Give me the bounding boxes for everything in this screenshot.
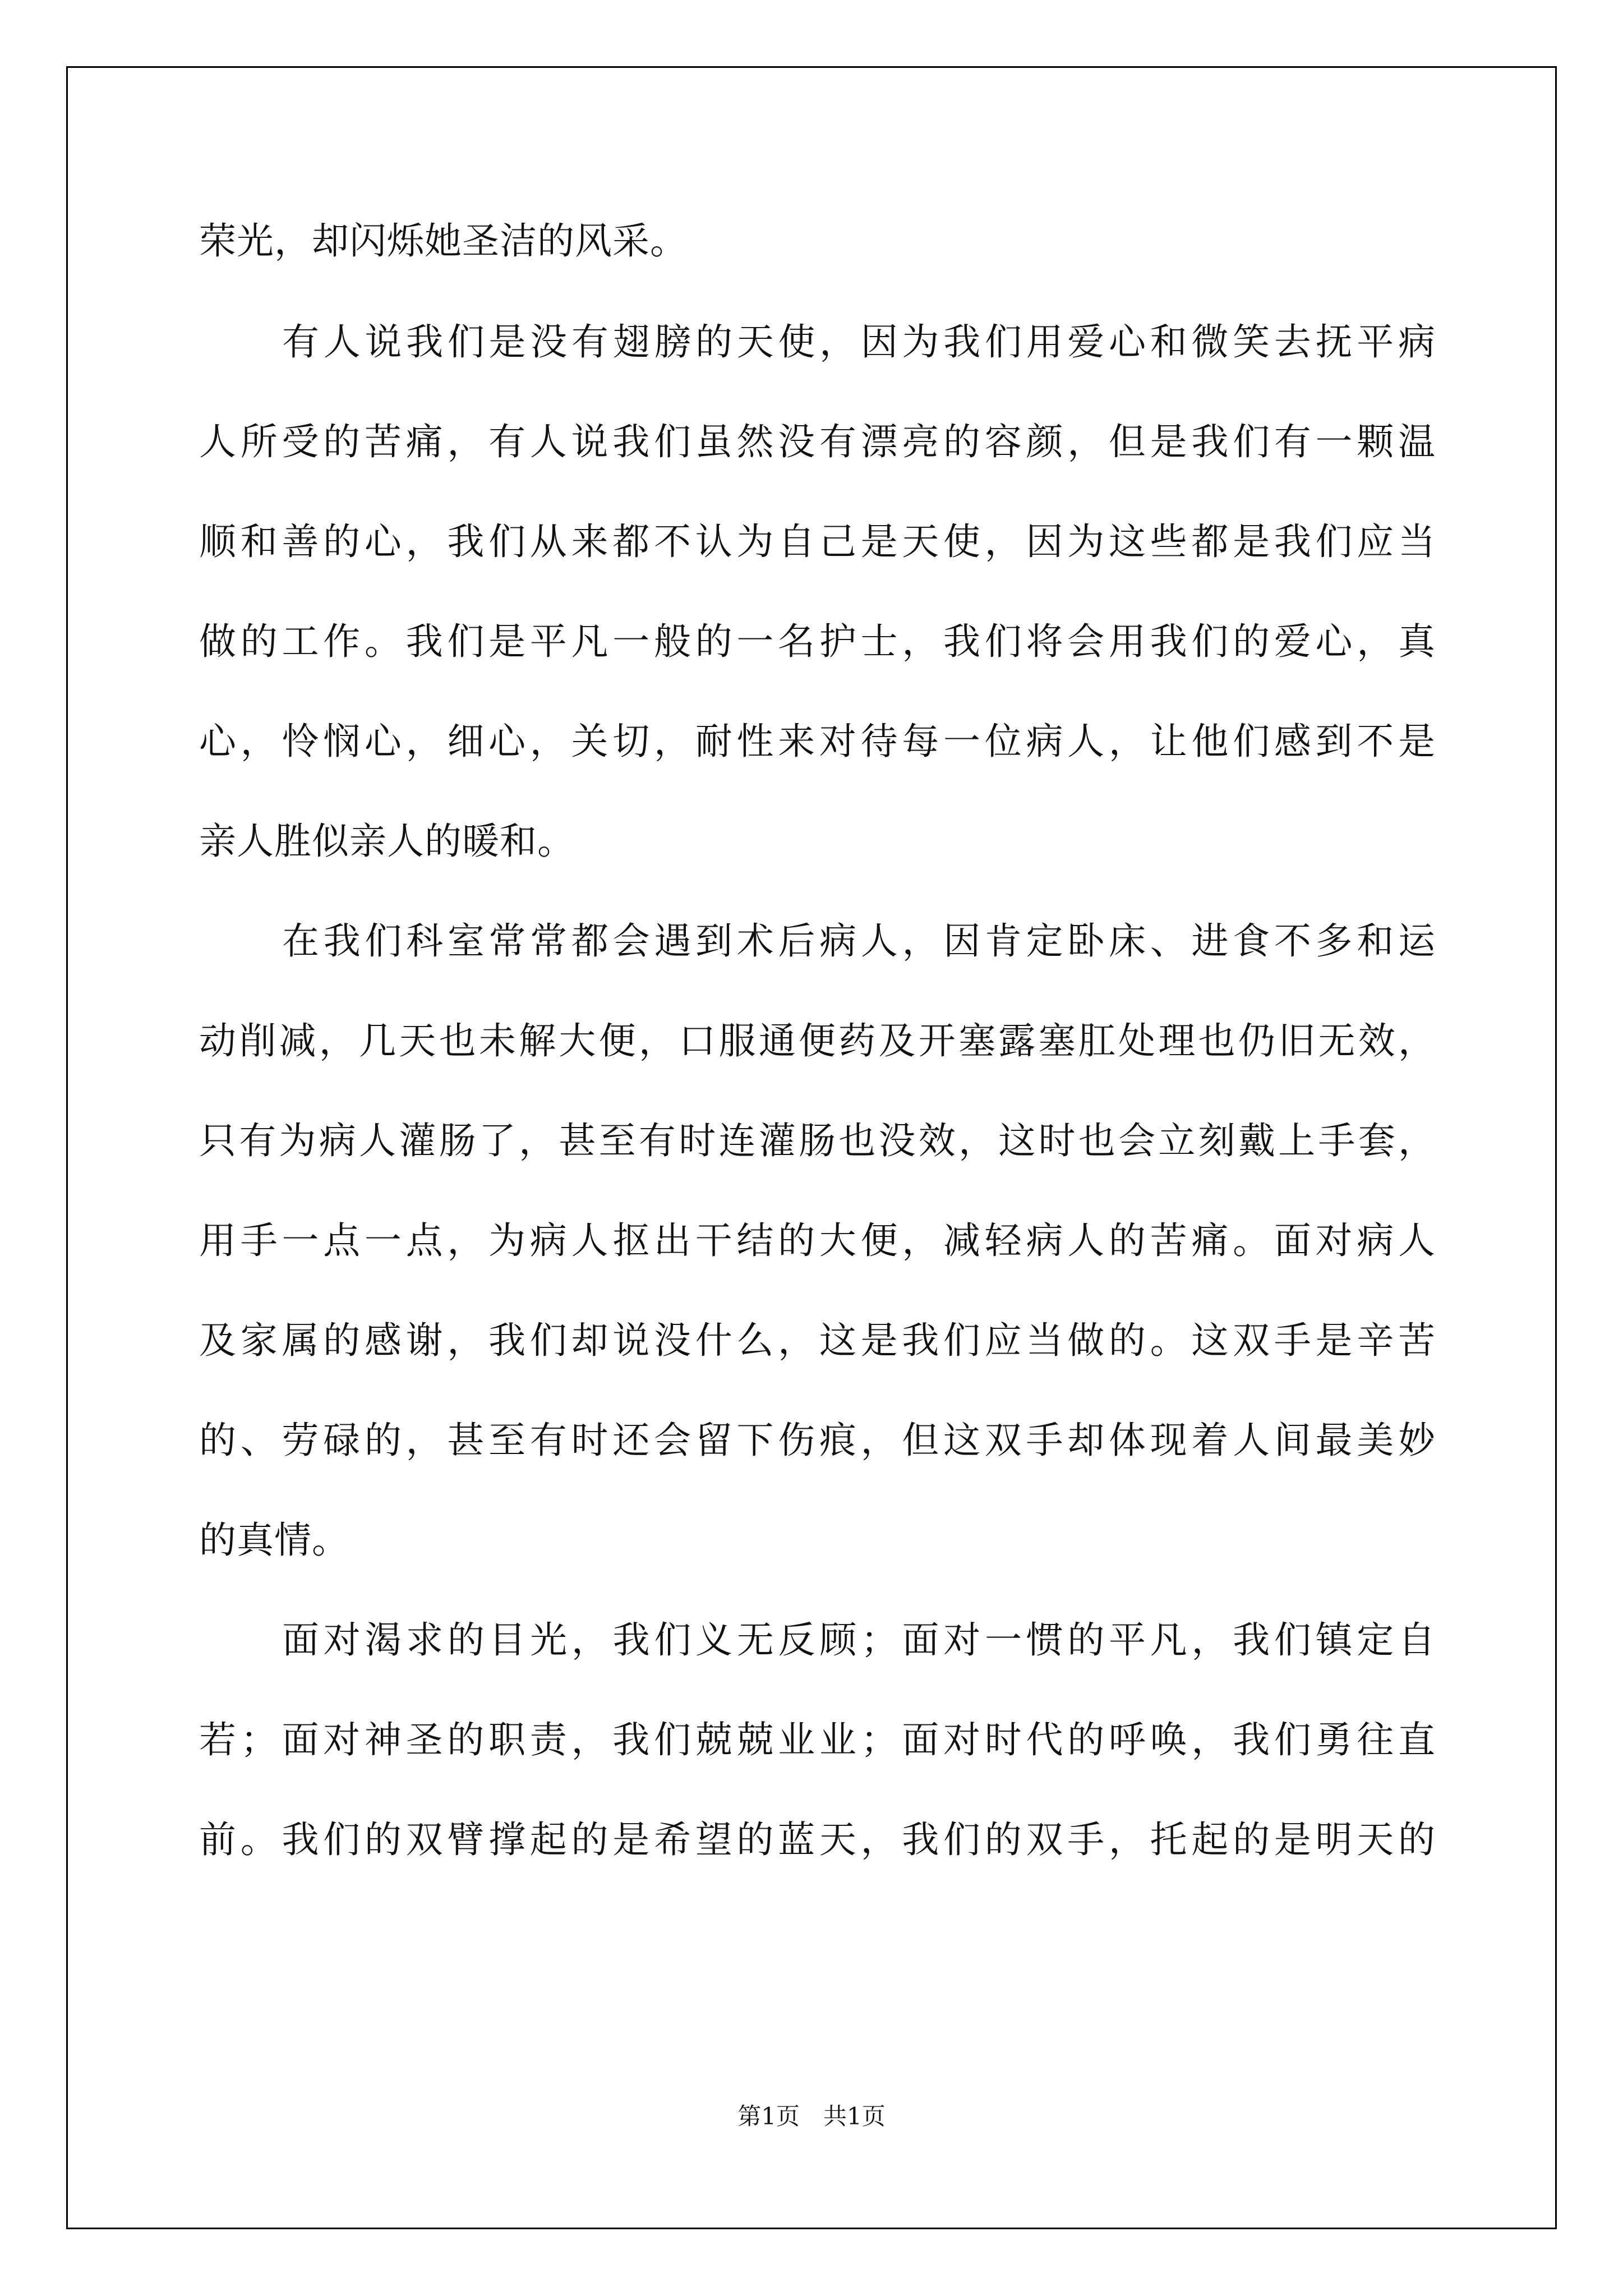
text-line: 动削减，几天也未解大便，口服通便药及开塞露塞肛处理也仍旧无效，: [199, 1019, 1436, 1062]
text-line: 的真情。: [199, 1519, 349, 1562]
text-line: 心，怜悯心，细心，关切，耐性来对待每一位病人，让他们感到不是: [199, 720, 1436, 763]
text-line: 前。我们的双臂撑起的是希望的蓝天，我们的双手，托起的是明天的: [199, 1818, 1436, 1861]
text-line: 的、劳碌的，甚至有时还会留下伤痕，但这双手却体现着人间最美妙: [199, 1419, 1436, 1462]
text-line: 顺和善的心，我们从来都不认为自己是天使，因为这些都是我们应当: [199, 520, 1436, 563]
text-line: 在我们科室常常都会遇到术后病人，因肯定卧床、进食不多和运: [282, 919, 1436, 963]
text-line: 做的工作。我们是平凡一般的一名护士，我们将会用我们的爱心，真: [199, 620, 1436, 663]
text-line: 荣光，却闪烁她圣洁的风采。: [199, 219, 688, 263]
text-line: 只有为病人灌肠了，甚至有时连灌肠也没效，这时也会立刻戴上手套，: [199, 1119, 1436, 1162]
text-line: 亲人胜似亲人的暖和。: [199, 820, 575, 863]
text-line: 人所受的苦痛，有人说我们虽然没有漂亮的容颜，但是我们有一颗温: [199, 420, 1436, 463]
text-line: 用手一点一点，为病人抠出干结的大便，减轻病人的苦痛。面对病人: [199, 1219, 1436, 1262]
page-footer: 第1页 共1页: [737, 2102, 886, 2130]
text-line: 有人说我们是没有翅膀的天使，因为我们用爱心和微笑去抚平病: [282, 320, 1436, 364]
text-line: 及家属的感谢，我们却说没什么，这是我们应当做的。这双手是辛苦: [199, 1319, 1436, 1362]
text-line: 若；面对神圣的职责，我们兢兢业业；面对时代的呼唤，我们勇往直: [199, 1718, 1436, 1761]
text-line: 面对渴求的目光，我们义无反顾；面对一惯的平凡，我们镇定自: [282, 1618, 1436, 1662]
